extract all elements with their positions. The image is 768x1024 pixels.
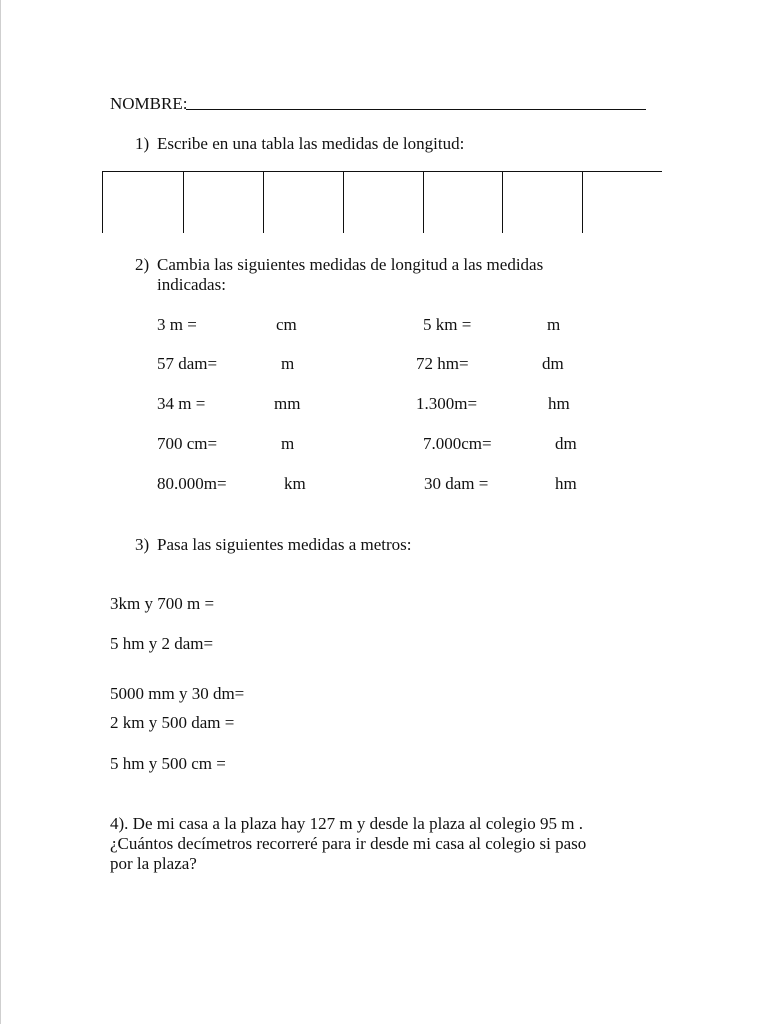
q3-text: Pasa las siguientes medidas a metros: [157,535,412,554]
table-cell[interactable] [424,172,502,233]
q2-number: 2) [135,255,150,274]
name-answer-line[interactable] [186,109,646,110]
length-units-table [102,171,662,233]
q2-target-unit: hm [555,474,577,493]
q2-expression: 700 cm= [157,434,218,453]
q2-text-line1: Cambia las siguientes medidas de longitud a las medidas [157,255,544,274]
q1-number: 1) [135,134,150,153]
q4-text-line1: 4). De mi casa a la plaza hay 127 m y desde la plaza al colegio 95 m . [110,814,583,833]
table-cell[interactable] [583,172,662,233]
q2-target-unit: m [281,434,295,453]
q2-text-line2: indicadas: [157,275,226,294]
q2-expression: 7.000cm= [423,434,492,453]
table-cell[interactable] [344,172,423,233]
q2-expression: 72 hm= [416,354,469,373]
q3-number: 3) [135,535,150,554]
q2-target-unit: dm [555,434,577,453]
q4-text-line3: por la plaza? [110,854,197,873]
table-cell[interactable] [264,172,343,233]
table-cell[interactable] [103,172,183,233]
q2-target-unit: hm [548,394,570,413]
q2-expression: 5 km = [423,315,472,334]
q2-target-unit: cm [276,315,297,334]
q4-text-line2: ¿Cuántos decímetros recorreré para ir desde mi casa al colegio si paso [110,834,587,853]
q2-expression: 30 dam = [424,474,489,493]
q2-expression: 57 dam= [157,354,218,373]
q2-expression: 1.300m= [416,394,478,413]
q3-item: 3km y 700 m = [110,594,215,613]
q2-expression: 80.000m= [157,474,227,493]
table-cell[interactable] [503,172,582,233]
q2-target-unit: dm [542,354,564,373]
q3-item: 5 hm y 2 dam= [110,634,214,653]
q3-item: 5 hm y 500 cm = [110,754,226,773]
q2-target-unit: km [284,474,306,493]
q2-target-unit: mm [274,394,301,413]
q2-expression: 34 m = [157,394,206,413]
table-cell[interactable] [184,172,263,233]
q3-item: 5000 mm y 30 dm= [110,684,245,703]
name-label: NOMBRE: [110,94,188,113]
q2-expression: 3 m = [157,315,197,334]
q3-item: 2 km y 500 dam = [110,713,235,732]
page-edge [0,0,1,1024]
q2-target-unit: m [281,354,295,373]
q1-text: Escribe en una tabla las medidas de longitud: [157,134,465,153]
q2-target-unit: m [547,315,561,334]
